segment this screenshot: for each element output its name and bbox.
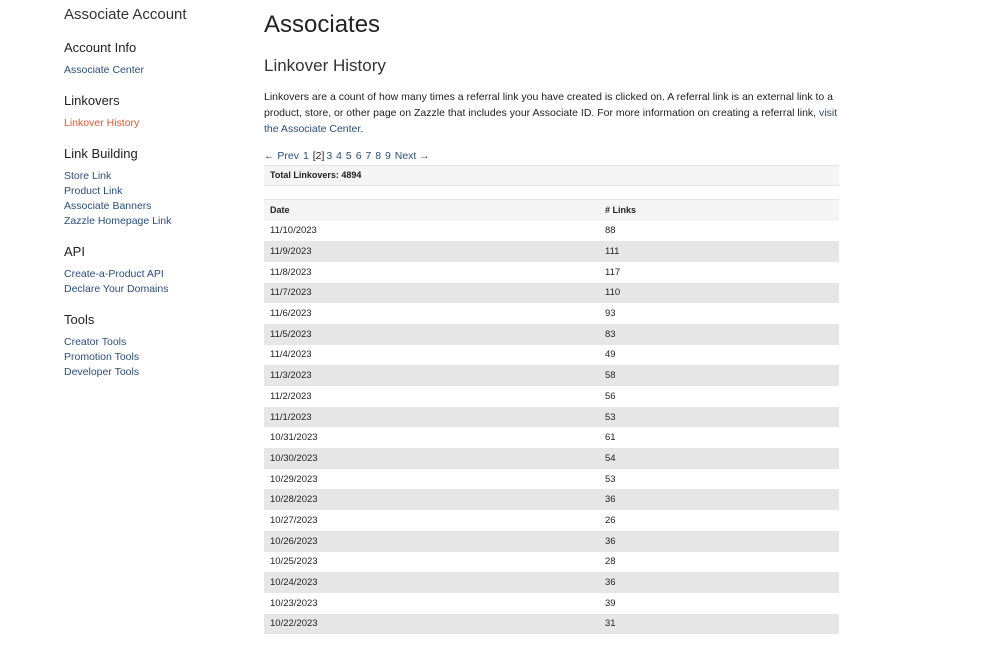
table-row xyxy=(264,221,839,242)
table-row xyxy=(264,552,839,573)
section-title: Linkover History xyxy=(264,56,386,75)
date-cell: 10/23/2023 xyxy=(270,597,318,609)
links-count-cell: 39 xyxy=(605,597,616,609)
sidebar-section-tools xyxy=(64,312,244,380)
date-cell: 10/28/2023 xyxy=(270,494,318,506)
visit-associate-center-link[interactable]: visit the Associate Center xyxy=(264,107,838,135)
links-count-cell: 83 xyxy=(605,328,616,340)
links-count-cell: 58 xyxy=(605,370,616,382)
sidebar-section-title: Linkovers xyxy=(64,93,120,108)
table-row xyxy=(264,614,839,635)
sidebar-item-associate-banners[interactable]: Associate Banners xyxy=(64,200,152,212)
links-count-cell: 110 xyxy=(605,287,621,299)
links-count-cell: 28 xyxy=(605,556,616,568)
sidebar-section-api xyxy=(64,244,244,297)
sidebar-item-create-a-product-api[interactable]: Create-a-Product API xyxy=(64,268,164,280)
sidebar-section-title: Account Info xyxy=(64,40,137,55)
date-cell: 11/7/2023 xyxy=(270,287,312,299)
date-cell: 11/4/2023 xyxy=(270,349,312,361)
intro-text: Linkovers are a count of how many times a referral link you have created is clicked on. A referral link is an external link to a product, store, or other page on Zazzle that includes your Associate ID. For more information on creating a referral link, xyxy=(264,91,834,119)
table-row xyxy=(264,407,839,428)
sidebar-title: Associate Account xyxy=(64,6,187,23)
table-row xyxy=(264,345,839,366)
table-row xyxy=(264,262,839,283)
links-count-cell: 56 xyxy=(605,390,616,402)
date-cell: 11/10/2023 xyxy=(270,225,317,237)
sidebar-item-declare-your-domains[interactable]: Declare Your Domains xyxy=(64,283,169,295)
links-count-cell: 49 xyxy=(605,349,616,361)
links-count-cell: 36 xyxy=(605,535,616,547)
sidebar-section-title: API xyxy=(64,244,85,259)
page-link-8[interactable]: 8 xyxy=(375,150,382,162)
table-row xyxy=(264,427,839,448)
pagination xyxy=(264,149,839,163)
date-cell: 11/1/2023 xyxy=(270,411,312,423)
page-title: Associates xyxy=(264,11,381,38)
table-row xyxy=(264,510,839,531)
date-cell: 11/9/2023 xyxy=(270,246,312,258)
table-row xyxy=(264,531,839,552)
date-cell: 11/5/2023 xyxy=(270,328,312,340)
current-page: [2] xyxy=(312,150,325,162)
table-body xyxy=(264,221,839,635)
sidebar xyxy=(64,5,244,380)
table-row xyxy=(264,386,839,407)
date-cell: 10/24/2023 xyxy=(270,577,318,589)
table-row xyxy=(264,303,839,324)
table-row xyxy=(264,448,839,469)
links-count-cell: 26 xyxy=(605,514,616,526)
total-linkovers: Total Linkovers: 4894 xyxy=(264,165,839,186)
page-link-4[interactable]: 4 xyxy=(336,150,342,162)
date-cell: 11/6/2023 xyxy=(270,308,312,320)
links-count-cell: 111 xyxy=(605,246,620,258)
page-link-5[interactable]: 5 xyxy=(345,150,352,162)
date-cell: 10/25/2023 xyxy=(270,556,318,568)
sidebar-item-creator-tools[interactable]: Creator Tools xyxy=(64,336,127,348)
table-row xyxy=(264,241,839,262)
links-count-cell: 88 xyxy=(605,225,616,237)
links-count-cell: 54 xyxy=(605,452,616,464)
column-header-date: Date xyxy=(270,205,290,216)
links-count-cell: 117 xyxy=(605,266,621,278)
sidebar-section-title: Tools xyxy=(64,312,95,327)
date-cell: 10/31/2023 xyxy=(270,432,318,444)
sidebar-section-account-info xyxy=(64,40,244,78)
table-row xyxy=(264,283,839,304)
links-count-cell: 31 xyxy=(605,618,616,630)
table-row xyxy=(264,469,839,490)
page-link-3[interactable]: 3 xyxy=(326,150,333,162)
date-cell: 10/27/2023 xyxy=(270,514,318,526)
page-link-1[interactable]: 1 xyxy=(302,150,309,162)
date-cell: 10/29/2023 xyxy=(270,473,318,485)
sidebar-section-title: Link Building xyxy=(64,146,138,161)
date-cell: 11/2/2023 xyxy=(270,390,312,402)
table-row xyxy=(264,593,839,614)
links-count-cell: 36 xyxy=(605,494,616,506)
sidebar-item-developer-tools[interactable]: Developer Tools xyxy=(64,366,140,378)
sidebar-section-linkovers xyxy=(64,93,244,131)
sidebar-item-associate-center[interactable]: Associate Center xyxy=(64,64,144,76)
date-cell: 10/30/2023 xyxy=(270,452,318,464)
sidebar-section-link-building xyxy=(64,146,244,229)
sidebar-item-zazzle-homepage-link[interactable]: Zazzle Homepage Link xyxy=(64,215,172,227)
sidebar-item-product-link[interactable]: Product Link xyxy=(64,185,123,197)
date-cell: 11/8/2023 xyxy=(270,266,312,278)
main-content xyxy=(264,10,839,634)
linkover-table xyxy=(264,199,839,634)
prev-page-link[interactable]: ← Prev xyxy=(264,150,300,162)
sidebar-item-linkover-history[interactable]: Linkover History xyxy=(64,117,140,129)
links-count-cell: 53 xyxy=(605,411,616,423)
table-header-row xyxy=(264,200,839,221)
sidebar-item-store-link[interactable]: Store Link xyxy=(64,170,112,182)
links-count-cell: 61 xyxy=(605,432,616,444)
page-link-9[interactable]: 9 xyxy=(384,150,391,162)
next-page-link[interactable]: Next → xyxy=(394,150,430,162)
table-row xyxy=(264,489,839,510)
date-cell: 10/22/2023 xyxy=(270,618,318,630)
column-header-links: # Links xyxy=(605,205,637,216)
table-row xyxy=(264,365,839,386)
intro-paragraph xyxy=(264,89,839,137)
intro-end: . xyxy=(360,123,364,135)
sidebar-item-promotion-tools[interactable]: Promotion Tools xyxy=(64,351,140,363)
links-count-cell: 36 xyxy=(605,577,616,589)
page-link-6[interactable]: 6 xyxy=(355,150,362,162)
page-link-7[interactable]: 7 xyxy=(365,150,372,162)
links-count-cell: 53 xyxy=(605,473,616,485)
links-count-cell: 93 xyxy=(605,308,616,320)
date-cell: 10/26/2023 xyxy=(270,535,318,547)
table-row xyxy=(264,572,839,593)
table-row xyxy=(264,324,839,345)
date-cell: 11/3/2023 xyxy=(270,370,312,382)
